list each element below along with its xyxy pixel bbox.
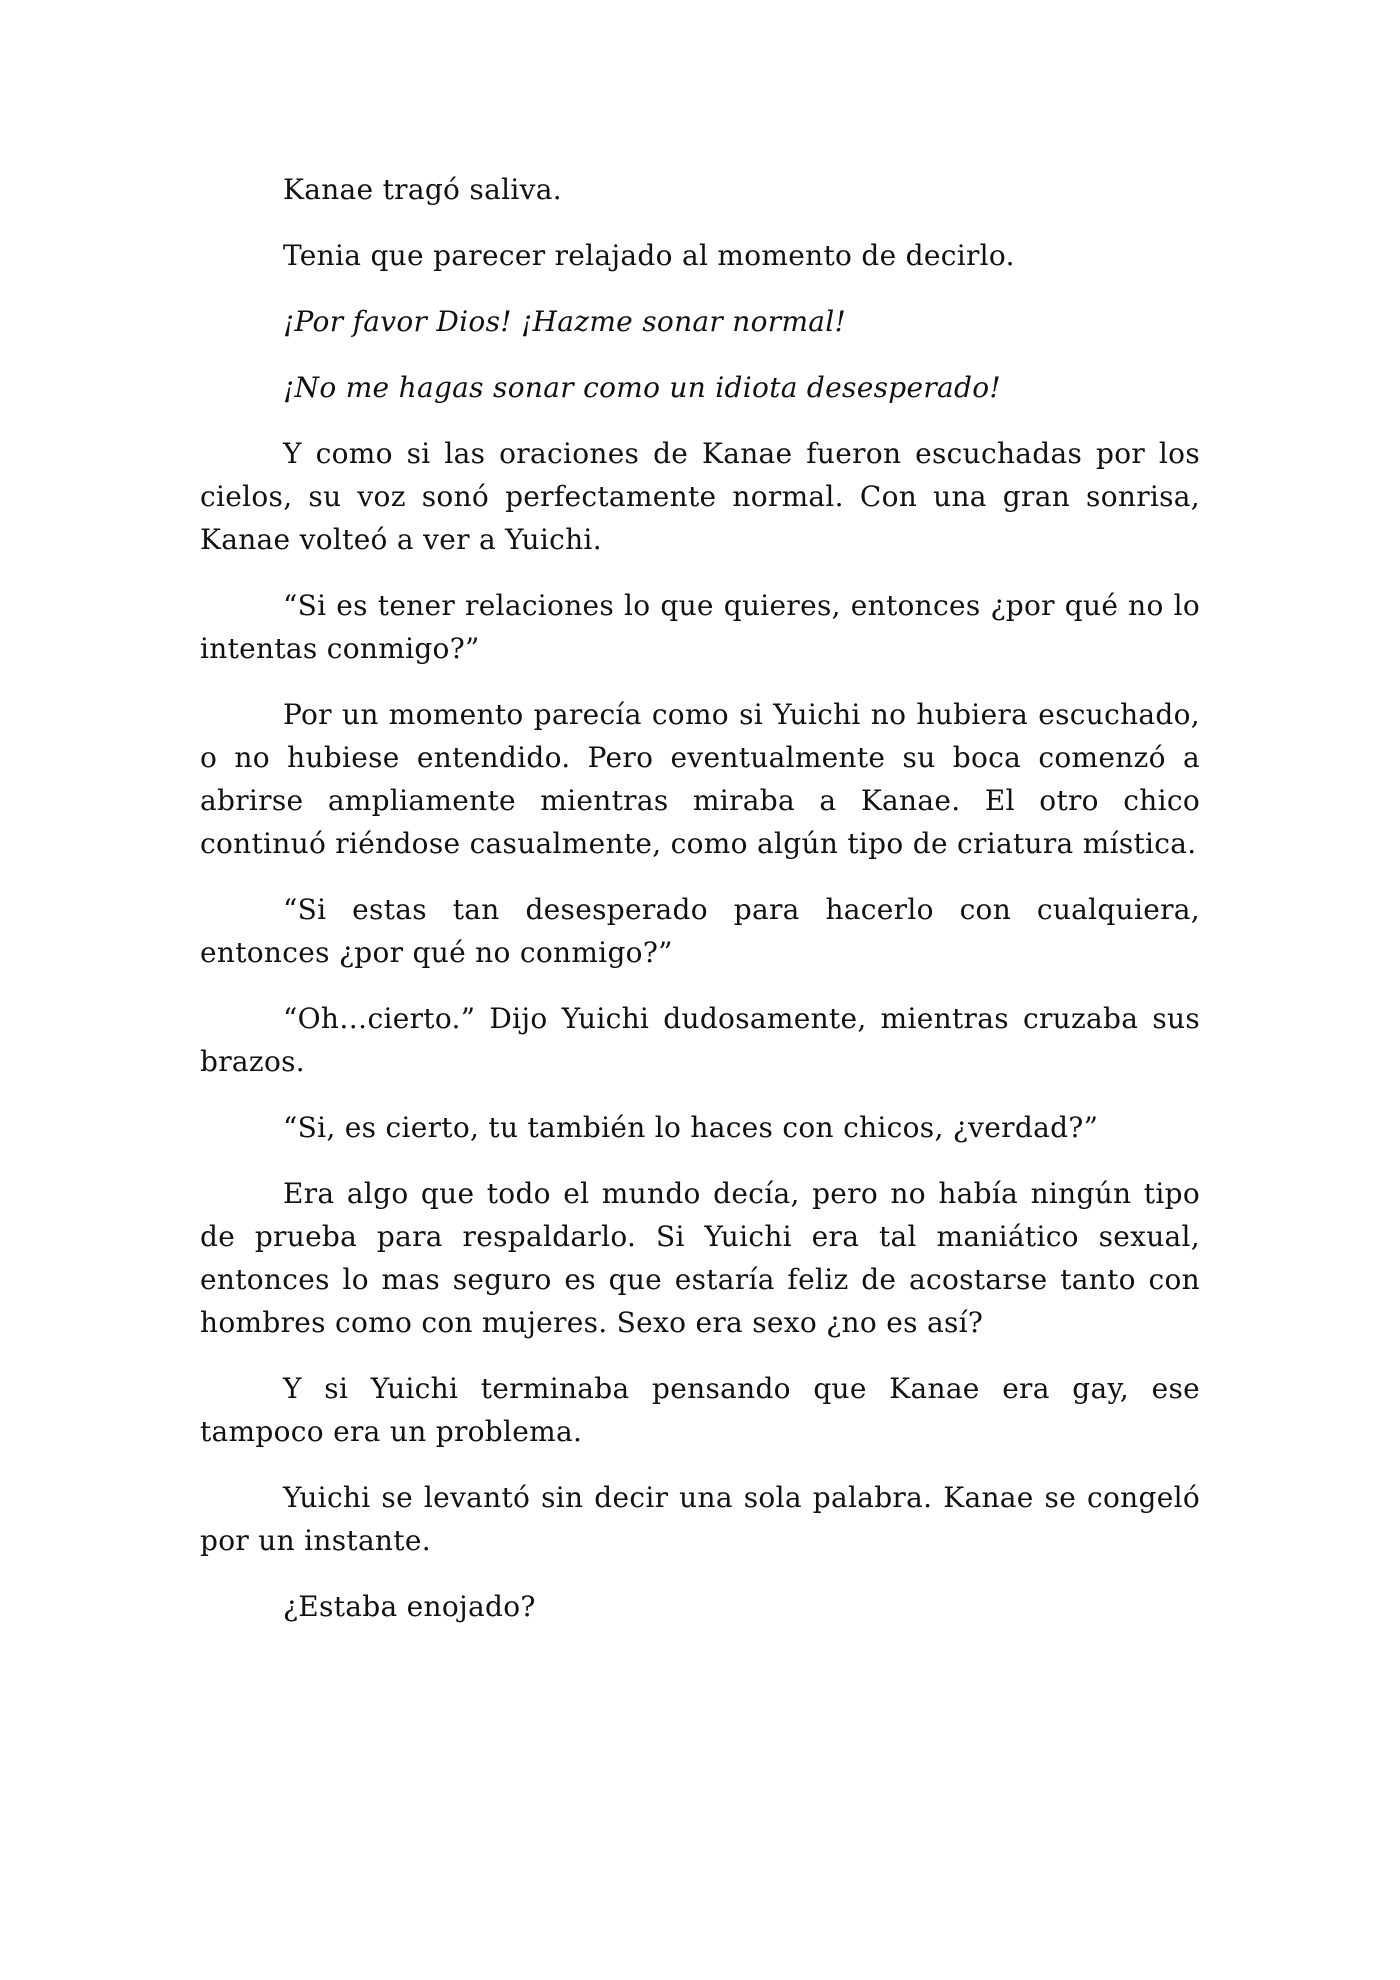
paragraph-12: Y si Yuichi terminaba pensando que Kanae era gay, ese tampoco era un problema. [200,1372,1200,1448]
paragraph-9: “Oh…cierto.” Dijo Yuichi dudosamente, mientras cruzaba sus brazos. [200,1002,1200,1078]
paragraph-5: Y como si las oraciones de Kanae fueron escuchadas por los cielos, su voz sonó perfectamente normal. Con una gran sonrisa, Kanae volteó a ver a Yuichi. [200,437,1200,556]
paragraph-1: Kanae tragó saliva. [283,173,562,206]
paragraph-13: Yuichi se levantó sin decir una sola palabra. Kanae se congeló por un instante. [200,1481,1200,1557]
paragraph-4: ¡No me hagas sonar como un idiota desesperado! [283,371,1001,404]
paragraph-8: “Si estas tan desesperado para hacerlo con cualquiera, entonces ¿por qué no conmigo?” [200,893,1200,969]
paragraph-6: “Si es tener relaciones lo que quieres, entonces ¿por qué no lo intentas conmigo?” [200,589,1200,665]
paragraph-2: Tenia que parecer relajado al momento de decirlo. [283,239,1015,272]
text-body [200,168,1200,1651]
paragraph-11: Era algo que todo el mundo decía, pero no había ningún tipo de prueba para respaldarlo. Si Yuichi era tal maniático sexual, entonces lo mas seguro es que estaría feliz de acostarse tanto con hombres como con mujeres. Sexo era sexo ¿no es así? [200,1177,1200,1339]
paragraph-7: Por un momento parecía como si Yuichi no hubiera escuchado, o no hubiese entendido. Pero eventualmente su boca comenzó a abrirse ampliamente mientras miraba a Kanae. El otro chico continuó riéndose casualmente, como algún tipo de criatura mística. [200,698,1200,860]
paragraph-3: ¡Por favor Dios! ¡Hazme sonar normal! [283,305,847,338]
paragraph-14: ¿Estaba enojado? [283,1590,536,1623]
paragraph-10: “Si, es cierto, tu también lo haces con chicos, ¿verdad?” [283,1111,1099,1144]
